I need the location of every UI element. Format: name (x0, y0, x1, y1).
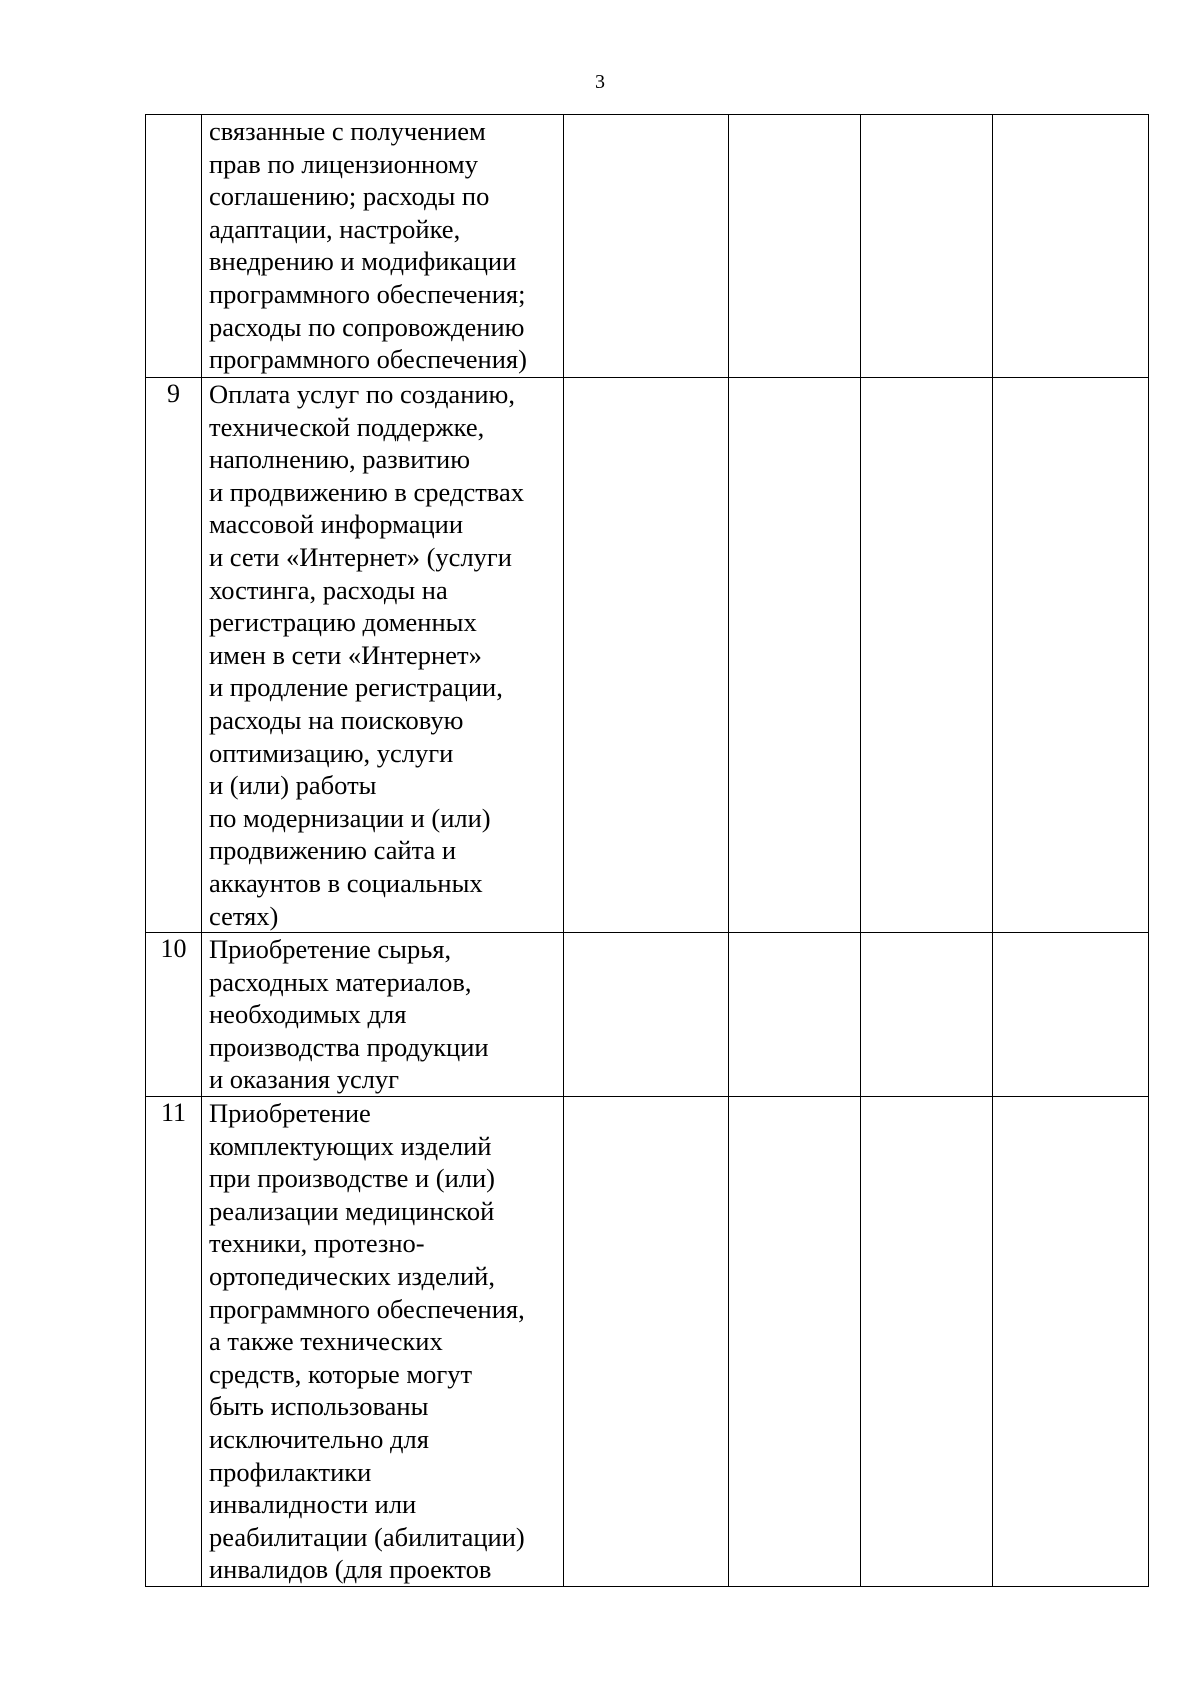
empty-cell (729, 933, 861, 1097)
empty-cell (861, 115, 993, 378)
description-line: Оплата услуг по созданию, (209, 379, 515, 409)
description-line: сетях) (209, 900, 279, 931)
description-line: расходных материалов, (209, 966, 472, 997)
empty-cell (729, 1097, 861, 1587)
row-number: 11 (146, 1097, 202, 1587)
description-line: продвижению сайта и (209, 835, 457, 866)
description-line: наполнению, развитию (209, 444, 470, 475)
table-row (146, 933, 1149, 1097)
description-line: оптимизацию, услуги (209, 737, 454, 768)
empty-cell (861, 1097, 993, 1587)
empty-cell (564, 115, 729, 378)
row-description (202, 933, 564, 1097)
description-line: связанные с получением (209, 116, 486, 146)
table-row (146, 1097, 1149, 1587)
description-line: соглашению; расходы по (209, 181, 490, 212)
description-line: производства продукции (209, 1031, 489, 1062)
empty-cell (993, 933, 1149, 1097)
description-line: техники, протезно- (209, 1228, 425, 1259)
row-number: 10 (146, 933, 202, 1097)
description-line: расходы на поисковую (209, 704, 464, 735)
description-line: быть использованы (209, 1391, 429, 1422)
description-line: Приобретение (209, 1098, 371, 1129)
description-line: программного обеспечения) (209, 344, 527, 375)
description-line: массовой информации (209, 509, 464, 540)
row-number (146, 115, 202, 378)
empty-cell (993, 378, 1149, 933)
description-line: внедрению и модификации (209, 246, 517, 277)
empty-cell (564, 933, 729, 1097)
description-line: профилактики (209, 1456, 372, 1487)
description-line: а также технических (209, 1326, 443, 1357)
description-line: расходы по сопровождению (209, 311, 525, 342)
page-number: 3 (595, 71, 605, 93)
table-row (146, 378, 1149, 933)
description-line: хостинга, расходы на (209, 574, 448, 605)
description-line: технической поддержке, (209, 411, 485, 442)
description-line: реабилитации (абилитации) (209, 1521, 525, 1552)
description-line: инвалидности или (209, 1489, 417, 1520)
description-line: ортопедических изделий, (209, 1261, 495, 1292)
description-line: программного обеспечения, (209, 1293, 525, 1324)
description-line: и продление регистрации, (209, 672, 503, 703)
row-number: 9 (146, 378, 202, 933)
description-line: средств, которые могут (209, 1358, 473, 1389)
description-line: инвалидов (для проектов (209, 1554, 492, 1585)
table-row (146, 115, 1149, 378)
description-line: Приобретение сырья, (209, 934, 452, 965)
description-line: по модернизации и (или) (209, 802, 491, 833)
description-line: реализации медицинской (209, 1195, 495, 1226)
description-line: исключительно для (209, 1424, 429, 1455)
row-description (202, 378, 564, 933)
description-line: и сети «Интернет» (услуги (209, 541, 512, 572)
description-line: аккаунтов в социальных (209, 867, 483, 898)
empty-cell (861, 933, 993, 1097)
row-description (202, 115, 564, 378)
description-line: адаптации, настройке, (209, 213, 461, 244)
description-line: прав по лицензионному (209, 148, 478, 179)
empty-cell (564, 378, 729, 933)
empty-cell (993, 1097, 1149, 1587)
description-line: комплектующих изделий (209, 1130, 492, 1161)
description-line: и оказания услуг (209, 1064, 400, 1095)
description-line: программного обеспечения; (209, 278, 526, 309)
description-line: необходимых для (209, 999, 407, 1030)
empty-cell (564, 1097, 729, 1587)
empty-cell (993, 115, 1149, 378)
empty-cell (729, 378, 861, 933)
description-line: и (или) работы (209, 770, 377, 801)
description-line: регистрацию доменных (209, 607, 477, 638)
empty-cell (861, 378, 993, 933)
row-description (202, 1097, 564, 1587)
description-line: имен в сети «Интернет» (209, 639, 482, 670)
empty-cell (729, 115, 861, 378)
expense-table (145, 114, 1149, 1587)
description-line: при производстве и (или) (209, 1163, 496, 1194)
description-line: и продвижению в средствах (209, 476, 524, 507)
